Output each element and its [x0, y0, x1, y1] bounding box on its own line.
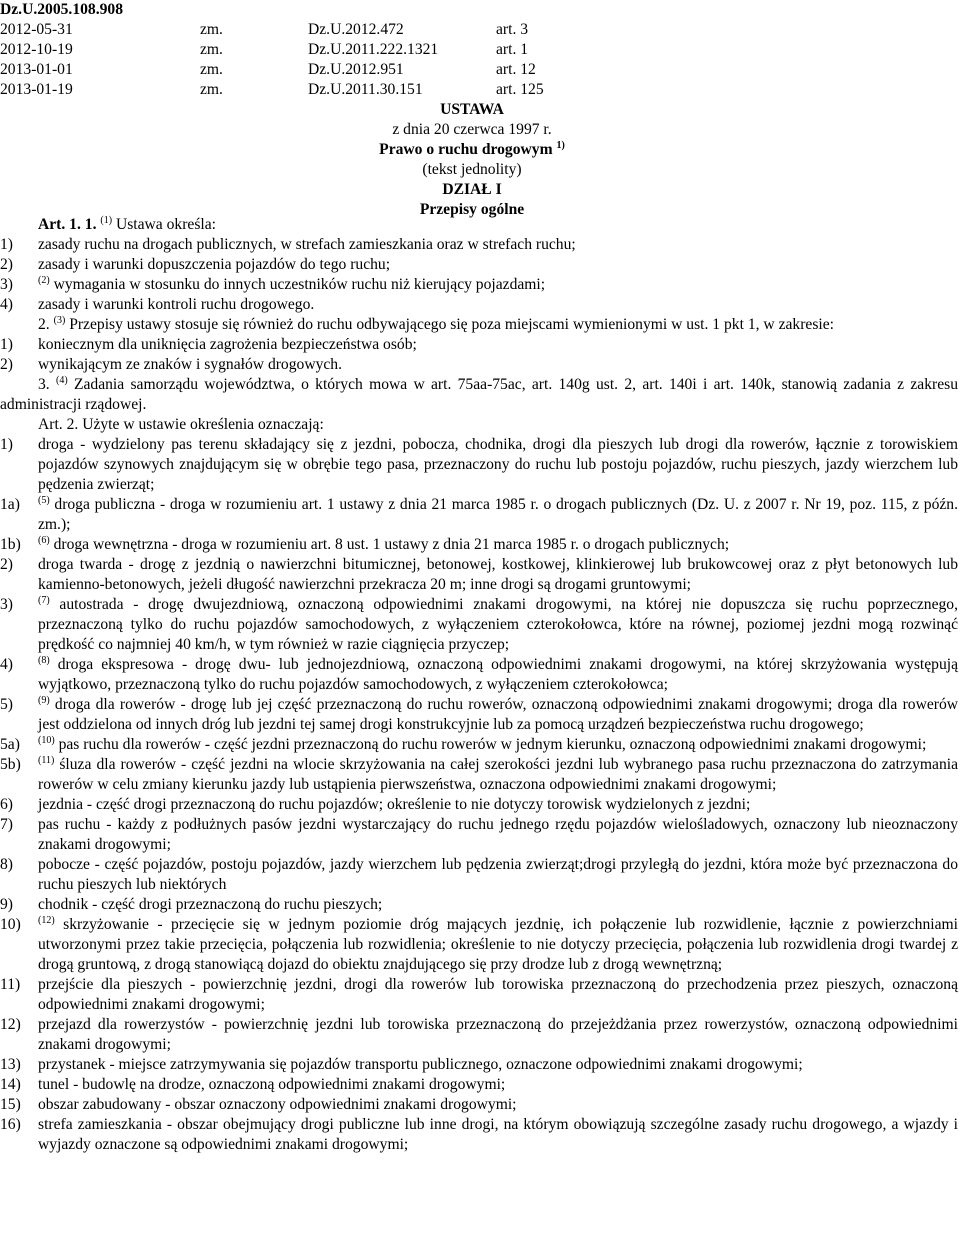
article-intro: Ustawa określa:	[115, 216, 216, 233]
list-item	[0, 555, 958, 595]
article-label: Art. 1. 1.	[38, 216, 97, 233]
list-item	[0, 855, 958, 895]
list-item	[0, 695, 958, 735]
document-body	[0, 215, 958, 1155]
item-number: 5a)	[0, 736, 20, 753]
item-number: 1)	[0, 236, 13, 253]
footnote-ref: (10)	[38, 735, 55, 746]
list-item	[0, 795, 958, 815]
amendment-art: art. 12	[496, 61, 536, 78]
item-number: 1a)	[0, 496, 20, 513]
item-text: zasady ruchu na drogach publicznych, w strefach zamieszkania oraz w strefach ruchu;	[38, 236, 576, 253]
art2-items	[0, 435, 958, 1155]
amendment-ref: Dz.U.2012.951	[308, 61, 404, 78]
item-number: 10)	[0, 916, 21, 933]
footnote-ref: (11)	[38, 755, 55, 766]
item-text: pas ruchu dla rowerów - część jezdni przeznaczoną do ruchu rowerów w jednym kierunku, oznaczoną odpowiednimi znakami drogowymi;	[58, 736, 927, 753]
list-item	[0, 255, 958, 275]
amendment-ref: Dz.U.2011.30.151	[308, 81, 423, 98]
consolidated-note: (tekst jednolity)	[422, 161, 522, 178]
list-item	[0, 595, 958, 655]
footnote-ref: (7)	[38, 595, 50, 606]
item-number: 4)	[0, 296, 13, 313]
item-text: śluza dla rowerów - część jezdni na wlocie skrzyżowania na całej szerokości jezdni lub wybranego pasa ruchu przeznaczona do zatrzymania rowerów w celu zmiany kierunku jazdy lub ustąpienia pierwszeństwa, oznaczona odpowiednimi znakami drogowymi;	[38, 756, 958, 793]
item-number: 13)	[0, 1056, 21, 1073]
amendment-type: zm.	[200, 41, 223, 58]
item-text: wymagania w stosunku do innych uczestników ruchu niż kierujący pojazdami;	[53, 276, 546, 293]
list-item	[0, 1075, 958, 1095]
item-number: 2)	[0, 556, 13, 573]
list-item	[0, 755, 958, 795]
item-number: 7)	[0, 816, 13, 833]
item-number: 4)	[0, 656, 13, 673]
footnote-ref: (1)	[100, 215, 113, 226]
item-text: przystanek - miejsce zatrzymywania się pojazdów transportu publicznego, oznaczone odpowiednimi znakami drogowymi;	[38, 1056, 803, 1073]
list-item	[0, 815, 958, 855]
footnote-ref: (4)	[56, 375, 68, 386]
amendment-art: art. 125	[496, 81, 544, 98]
footnote-ref: (3)	[53, 315, 66, 326]
act-name	[0, 140, 944, 160]
list-item	[0, 1115, 958, 1155]
footnote-ref: (9)	[38, 695, 50, 706]
amendment-ref: Dz.U.2011.222.1321	[308, 41, 439, 58]
item-number: 5b)	[0, 756, 21, 773]
item-number: 16)	[0, 1116, 21, 1133]
art2-heading	[0, 415, 958, 435]
item-text: tunel - budowlę na drodze, oznaczoną odpowiednimi znakami drogowymi;	[38, 1076, 506, 1093]
amendment-ref: Dz.U.2012.472	[308, 21, 404, 38]
list-item	[0, 335, 958, 355]
footnote-ref: (8)	[38, 655, 50, 666]
amendment-art: art. 3	[496, 21, 529, 38]
paragraph-label: 2.	[38, 316, 50, 333]
item-text: droga wewnętrzna - droga w rozumieniu art. 8 ust. 1 ustawy z dnia 21 marca 1985 r. o drogach publicznych;	[53, 536, 730, 553]
amendment-row	[0, 60, 600, 80]
item-text: obszar zabudowany - obszar oznaczony odpowiednimi znakami drogowymi;	[38, 1096, 517, 1113]
item-text: droga publiczna - droga w rozumieniu art. 1 ustawy z dnia 21 marca 1985 r. o drogach publicznych (Dz. U. z 2007 r. Nr 19, poz. 115, z późn. zm.);	[38, 496, 958, 533]
item-number: 3)	[0, 596, 13, 613]
item-number: 1)	[0, 336, 13, 353]
footnote-ref: (2)	[38, 275, 50, 286]
act-type: USTAWA	[440, 101, 504, 118]
amendment-type: zm.	[200, 21, 223, 38]
amendment-type: zm.	[200, 61, 223, 78]
footnote-ref: (6)	[38, 535, 50, 546]
list-item	[0, 355, 958, 375]
item-text: pas ruchu - każdy z podłużnych pasów jezdni wystarczający do ruchu jednego rzędu pojazdów wielośladowych, oznaczony lub nieoznaczony znakami drogowymi;	[38, 816, 958, 853]
division-heading: DZIAŁ I	[442, 181, 502, 198]
list-item	[0, 975, 958, 1015]
amendment-row	[0, 40, 600, 60]
footnote-ref: 1)	[556, 140, 565, 151]
amendment-type: zm.	[200, 81, 223, 98]
article-intro: Użyte w ustawie określenia oznaczają:	[82, 416, 324, 433]
item-number: 9)	[0, 896, 13, 913]
list-item	[0, 655, 958, 695]
paragraph-text: Przepisy ustawy stosuje się również do ruchu odbywającego się poza miejscami wymienionymi w ust. 1 pkt 1, w zakresie:	[69, 316, 834, 333]
item-text: autostrada - drogę dwujezdniową, oznaczoną odpowiednimi znakami drogowymi, na której nie dopuszcza się ruchu poprzecznego, przeznaczoną tylko do ruchu pojazdów samochodowych, z wyłączeniem czterokołowca, które na równej, poziomej jezdni mogą rozwinąć prędkość co najmniej 40 km/h, w tym również w razie ciągnięcia przyczep;	[38, 596, 958, 653]
item-text: droga ekspresowa - drogę dwu- lub jednojezdniową, oznaczoną odpowiednimi znakami drogowymi, na której skrzyżowania występują wyjątkowo, przeznaczoną tylko do ruchu pojazdów samochodowych, z wyłączeniem czterokołowca;	[38, 656, 958, 693]
act-name-text: Prawo o ruchu drogowym	[379, 141, 553, 158]
list-item	[0, 435, 958, 495]
item-number: 14)	[0, 1076, 21, 1093]
item-number: 1)	[0, 436, 13, 453]
division-title: Przepisy ogólne	[419, 201, 525, 218]
item-number: 11)	[0, 976, 21, 993]
item-text: droga dla rowerów - drogę lub jej część przeznaczoną do ruchu rowerów, oznaczoną odpowiednimi znakami drogowymi; droga dla rowerów jest oddzielona od innych dróg lub jezdni tej samej drogi konstrukcyjnie lub za pomocą urządzeń bezpieczeństwa ruchu drogowego;	[38, 696, 959, 733]
list-item	[0, 895, 958, 915]
amendment-date: 2012-05-31	[0, 21, 73, 38]
item-text: droga twarda - drogę z jezdnią o nawierzchni bitumicznej, betonowej, kostkowej, klinkierowej lub brukowcowej oraz z płyt betonowych lub kamienno-betonowych, jeżeli długość nawierzchni przekracza 20 m; inne drogi są drogami gruntowymi;	[38, 556, 958, 593]
item-text: przejazd dla rowerzystów - powierzchnię jezdni lub torowiska przeznaczoną do przejeżdżania przez rowerzystów, oznaczoną odpowiednimi znakami drogowymi;	[38, 1016, 958, 1053]
act-date: z dnia 20 czerwca 1997 r.	[392, 121, 552, 138]
document-id: Dz.U.2005.108.908	[0, 1, 124, 18]
item-text: pobocze - część pojazdów, postoju pojazdów, jazdy wierzchem lub pędzenia zwierząt;drogi przyległą do jezdni, która może być przeznaczona do ruchu pieszych lub niektórych	[38, 856, 958, 893]
list-item	[0, 535, 958, 555]
item-text: zasady i warunki kontroli ruchu drogowego.	[38, 296, 315, 313]
item-text: koniecznym dla uniknięcia zagrożenia bezpieczeństwa osób;	[38, 336, 417, 353]
paragraph-label: 3.	[38, 376, 50, 393]
item-text: przejście dla pieszych - powierzchnię jezdni, drogi dla rowerów lub torowiska przeznaczoną do przechodzenia przez pieszych, oznaczoną odpowiednimi znakami drogowymi;	[38, 976, 958, 1013]
item-number: 15)	[0, 1096, 21, 1113]
amendment-art: art. 1	[496, 41, 529, 58]
list-item	[0, 915, 958, 975]
item-number: 1b)	[0, 536, 21, 553]
list-item	[0, 495, 958, 535]
amendment-row	[0, 80, 600, 100]
item-text: strefa zamieszkania - obszar obejmujący drogi publiczne lub inne drogi, na którym obowiązują szczególne zasady ruchu drogowego, a wjazdy i wyjazdy oznaczone są odpowiednimi znakami drogowymi;	[38, 1116, 958, 1153]
item-number: 5)	[0, 696, 13, 713]
item-number: 3)	[0, 276, 13, 293]
list-item	[0, 295, 958, 315]
item-number: 2)	[0, 256, 13, 273]
item-number: 12)	[0, 1016, 21, 1033]
list-item	[0, 1015, 958, 1055]
item-number: 6)	[0, 796, 13, 813]
art1-paragraph-3	[0, 375, 958, 415]
amendment-date: 2013-01-01	[0, 61, 73, 78]
amendment-date: 2012-10-19	[0, 41, 73, 58]
amendment-row	[0, 20, 600, 40]
list-item	[0, 1095, 958, 1115]
amendment-date: 2013-01-19	[0, 81, 73, 98]
art1-heading	[0, 215, 958, 235]
list-item	[0, 735, 958, 755]
item-number: 2)	[0, 356, 13, 373]
footnote-ref: (12)	[38, 915, 55, 926]
paragraph-text: Zadania samorządu województwa, o których mowa w art. 75aa-75ac, art. 140g ust. 2, art. 140i i art. 140k, stanowią zadania z zakresu administracji rządowej.	[0, 376, 959, 413]
footnote-ref: (5)	[38, 495, 50, 506]
list-item	[0, 235, 958, 255]
article-label: Art. 2.	[38, 416, 79, 433]
item-text: jezdnia - część drogi przeznaczoną do ruchu pojazdów; określenie to nie dotyczy torowisk wydzielonych z jezdni;	[38, 796, 751, 813]
item-number: 8)	[0, 856, 13, 873]
item-text: droga - wydzielony pas terenu składający się z jezdni, pobocza, chodnika, drogi dla pieszych lub drogi dla rowerów, łącznie z torowiskiem pojazdów szynowych znajdującym się w obrębie tego pasa, przeznaczony do ruchu lub postoju pojazdów, ruchu pieszych, jazdy wierzchem lub pędzenia zwierząt;	[38, 436, 958, 493]
art1-paragraph-2	[0, 315, 958, 335]
list-item	[0, 1055, 958, 1075]
list-item	[0, 275, 958, 295]
item-text: zasady i warunki dopuszczenia pojazdów do tego ruchu;	[38, 256, 391, 273]
item-text: wynikającym ze znaków i sygnałów drogowych.	[38, 356, 342, 373]
item-text: chodnik - część drogi przeznaczoną do ruchu pieszych;	[38, 896, 383, 913]
item-text: skrzyżowanie - przecięcie się w jednym poziomie dróg mających jezdnię, ich połączenie lub rozwidlenie, łącznie z powierzchniami utworzonymi przez takie przecięcia, połączenia lub rozwidlenia; określenie to nie dotyczy przecięcia, połączenia lub rozwidlenia drogi twardej z drogą gruntową, z drogą stanowiącą dojazd do obiektu znajdującego się przy drodze lub z drogą wewnętrzną;	[38, 916, 958, 973]
